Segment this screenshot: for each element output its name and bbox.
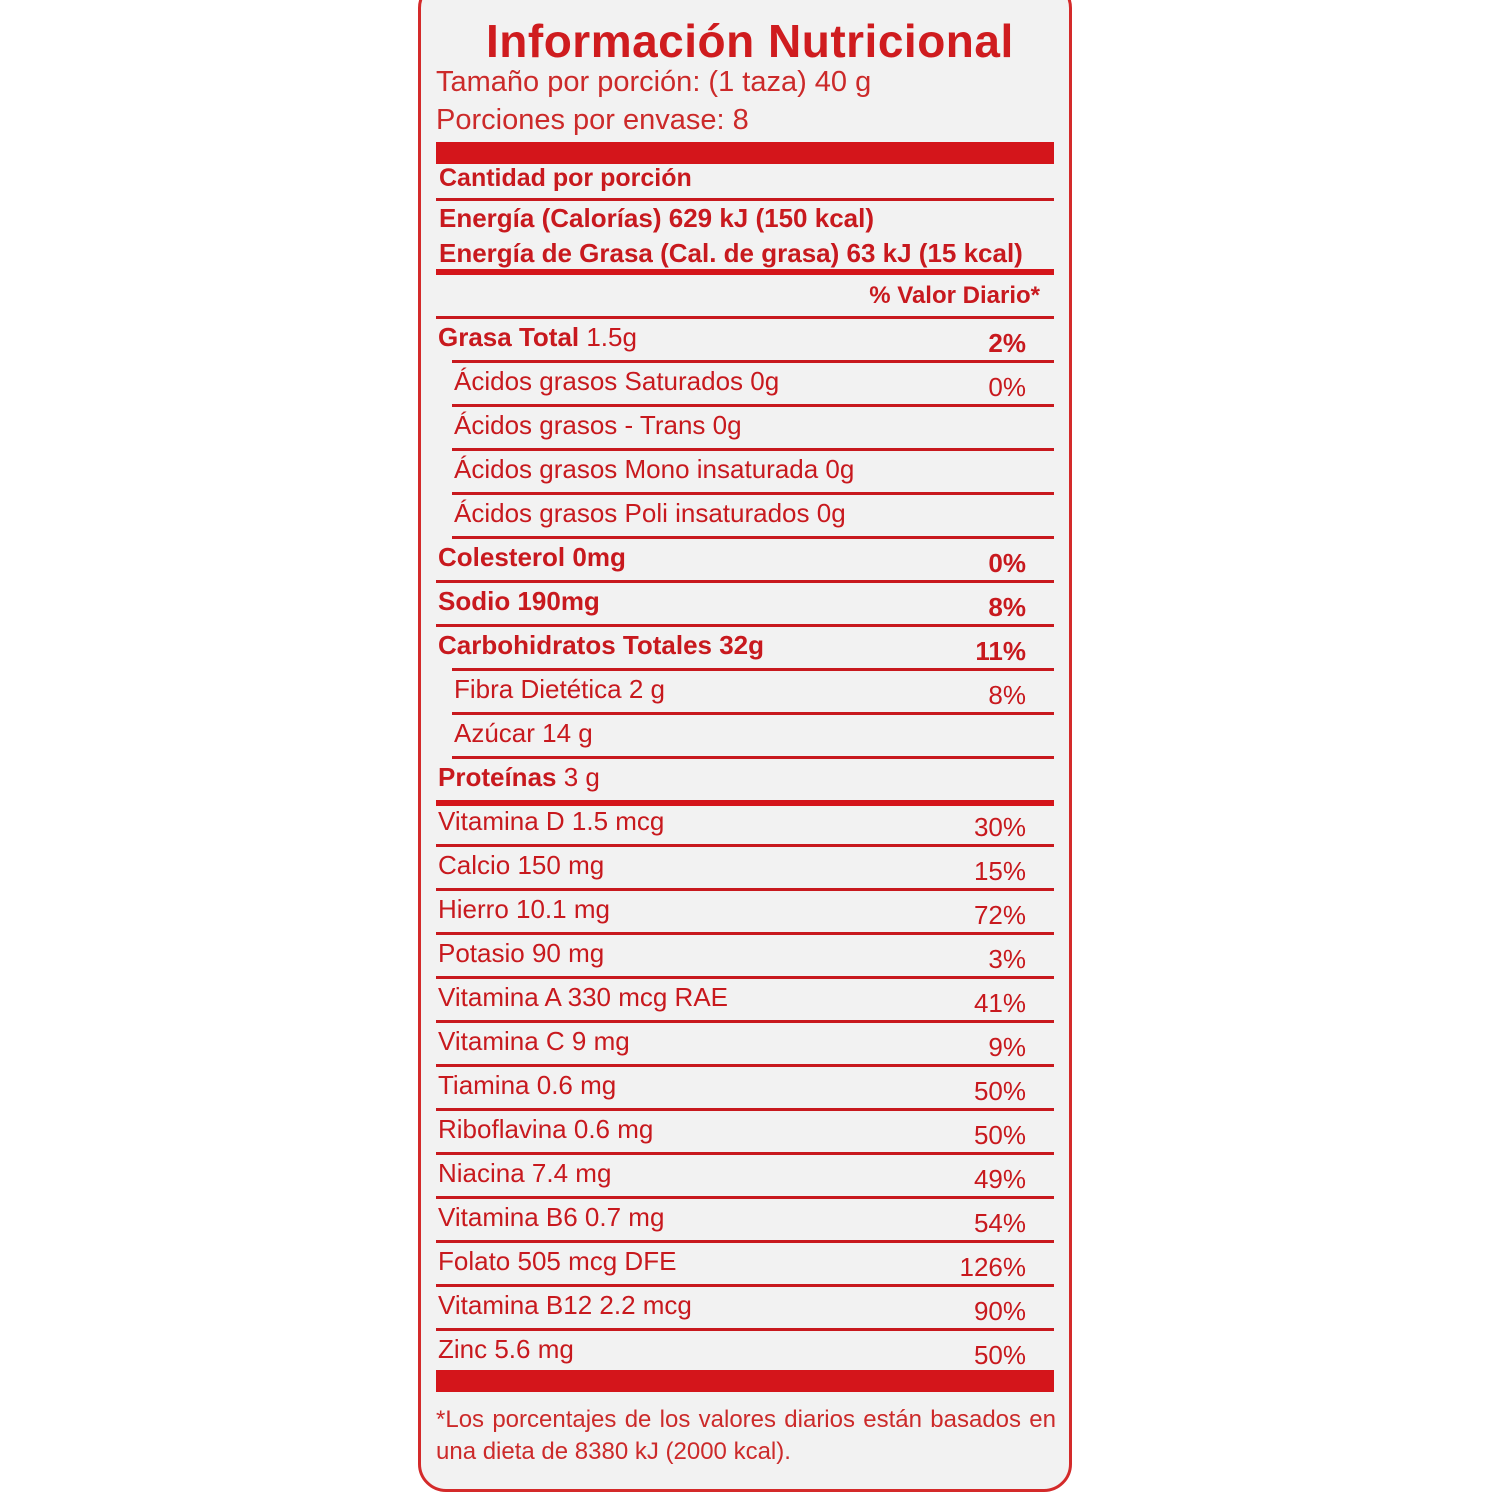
nutrient-amount: Azúcar 14 g xyxy=(454,718,593,748)
nutrient-amount: Ácidos grasos - Trans 0g xyxy=(454,410,742,440)
nutrient-label xyxy=(454,498,846,529)
daily-value-percent: 8% xyxy=(988,680,1026,710)
energy: Energía (Calorías) 629 kJ (150 kcal) xyxy=(439,203,875,233)
nutrient-amount: Ácidos grasos Mono insaturada 0g xyxy=(454,454,855,484)
nutrient-label xyxy=(438,542,626,573)
divider xyxy=(452,756,1054,759)
daily-value-percent: 41% xyxy=(973,988,1026,1018)
nutrient-label xyxy=(454,366,779,397)
daily-value-percent: 15% xyxy=(973,856,1026,886)
nutrient-row xyxy=(436,674,1054,714)
daily-value-percent: 0% xyxy=(988,548,1026,578)
vitamin-row xyxy=(436,850,1054,890)
vitamin-row xyxy=(436,1026,1054,1066)
divider xyxy=(436,1240,1054,1243)
divider xyxy=(436,844,1054,847)
divider xyxy=(436,1020,1054,1023)
divider xyxy=(452,536,1054,539)
daily-value-percent: 11% xyxy=(975,636,1026,666)
label-title: Información Nutricional xyxy=(486,15,1014,67)
divider xyxy=(452,712,1054,715)
vitamin-row xyxy=(436,806,1054,846)
vitamin-label: Vitamina B12 2.2 mcg xyxy=(438,1290,692,1320)
nutrient-label xyxy=(438,762,600,793)
divider xyxy=(436,932,1054,935)
serving-size: Tamaño por porción: (1 taza) 40 g xyxy=(436,66,872,98)
nutrient-label xyxy=(438,630,764,661)
daily-value-percent: 50% xyxy=(973,1120,1026,1150)
nutrient-name: Sodio 190mg xyxy=(438,586,600,616)
nutrient-row xyxy=(436,542,1054,582)
vitamin-label: Vitamina D 1.5 mcg xyxy=(438,806,665,836)
daily-value-percent: 9% xyxy=(988,1032,1026,1062)
nutrient-name: Grasa Total xyxy=(438,322,580,352)
amount-per-serving: Cantidad por porción xyxy=(439,164,692,192)
nutrient-row xyxy=(436,454,1054,494)
nutrient-amount: 1.5g xyxy=(579,322,637,352)
daily-value-percent: 126% xyxy=(959,1252,1026,1282)
vitamin-label: Folato 505 mcg DFE xyxy=(438,1246,677,1276)
nutrient-row xyxy=(436,586,1054,626)
daily-value-percent: 50% xyxy=(973,1076,1026,1106)
nutrient-row xyxy=(436,630,1054,670)
daily-value-percent: 50% xyxy=(973,1340,1026,1370)
divider xyxy=(452,492,1054,495)
nutrient-row xyxy=(436,762,1054,802)
vitamin-row xyxy=(436,1158,1054,1198)
nutrient-row xyxy=(436,498,1054,538)
nutrient-label xyxy=(438,322,637,353)
nutrient-label xyxy=(438,586,600,617)
vitamin-row xyxy=(436,982,1054,1022)
divider xyxy=(436,198,1054,201)
nutrient-amount: 3 g xyxy=(556,762,600,792)
vitamin-label: Riboflavina 0.6 mg xyxy=(438,1114,654,1144)
divider xyxy=(452,668,1054,671)
nutrient-name: Colesterol 0mg xyxy=(438,542,626,572)
footnote: *Los porcentajes de los valores diarios están basados en una dieta de 8380 kJ (2000 kcal). xyxy=(436,1406,1056,1465)
servings-per-container: Porciones por envase: 8 xyxy=(436,104,749,136)
divider xyxy=(436,1196,1054,1199)
vitamin-row xyxy=(436,1114,1054,1154)
daily-value-percent: 72% xyxy=(973,900,1026,930)
divider xyxy=(436,580,1054,583)
thick-divider xyxy=(436,142,1054,164)
nutrient-amount: Fibra Dietética 2 g xyxy=(454,674,665,704)
vitamin-label: Calcio 150 mg xyxy=(438,850,605,880)
daily-value-percent: 54% xyxy=(973,1208,1026,1238)
divider xyxy=(436,1284,1054,1287)
vitamin-label: Zinc 5.6 mg xyxy=(438,1334,574,1364)
vitamin-row xyxy=(436,938,1054,978)
divider xyxy=(452,404,1054,407)
divider xyxy=(452,360,1054,363)
daily-value-percent: 0% xyxy=(988,372,1026,402)
nutrient-label xyxy=(454,410,742,441)
nutrient-label xyxy=(454,718,593,749)
nutrient-name: Carbohidratos Totales 32g xyxy=(438,630,765,660)
divider xyxy=(436,976,1054,979)
nutrient-amount: Ácidos grasos Poli insaturados 0g xyxy=(454,498,846,528)
vitamin-label: Niacina 7.4 mg xyxy=(438,1158,612,1188)
daily-value-percent: 90% xyxy=(973,1296,1026,1326)
vitamin-label: Vitamina A 330 mcg RAE xyxy=(438,982,729,1012)
nutrient-row xyxy=(436,718,1054,758)
vitamin-row xyxy=(436,894,1054,934)
divider xyxy=(436,1108,1054,1111)
nutrient-amount: Ácidos grasos Saturados 0g xyxy=(454,366,780,396)
energy-from-fat: Energía de Grasa (Cal. de grasa) 63 kJ (15 kcal) xyxy=(439,238,1023,268)
nutrient-label xyxy=(454,674,665,705)
divider xyxy=(436,888,1054,891)
divider xyxy=(436,1152,1054,1155)
vitamin-label: Hierro 10.1 mg xyxy=(438,894,610,924)
divider xyxy=(436,1064,1054,1067)
vitamin-row xyxy=(436,1290,1054,1330)
vitamin-label: Vitamina B6 0.7 mg xyxy=(438,1202,665,1232)
nutrient-row xyxy=(436,410,1054,450)
vitamin-row xyxy=(436,1334,1054,1374)
nutrient-name: Proteínas xyxy=(438,762,557,792)
divider xyxy=(436,1328,1054,1331)
daily-value-percent: 2% xyxy=(988,328,1026,358)
nutrient-label xyxy=(454,454,854,485)
vitamin-label: Potasio 90 mg xyxy=(438,938,605,968)
daily-value-header: % Valor Diario* xyxy=(869,282,1040,309)
nutrient-row xyxy=(436,322,1054,362)
nutrient-row xyxy=(436,366,1054,406)
vitamin-label: Tiamina 0.6 mg xyxy=(438,1070,617,1100)
vitamin-label: Vitamina C 9 mg xyxy=(438,1026,630,1056)
medium-divider xyxy=(436,269,1054,275)
vitamin-row xyxy=(436,1070,1054,1110)
daily-value-percent: 30% xyxy=(973,812,1026,842)
divider xyxy=(452,448,1054,451)
daily-value-percent: 3% xyxy=(988,944,1026,974)
divider xyxy=(436,316,1054,319)
daily-value-percent: 49% xyxy=(973,1164,1026,1194)
divider xyxy=(436,624,1054,627)
vitamin-row xyxy=(436,1246,1054,1286)
thick-divider xyxy=(436,1370,1054,1392)
vitamin-row xyxy=(436,1202,1054,1242)
daily-value-percent: 8% xyxy=(988,592,1026,622)
